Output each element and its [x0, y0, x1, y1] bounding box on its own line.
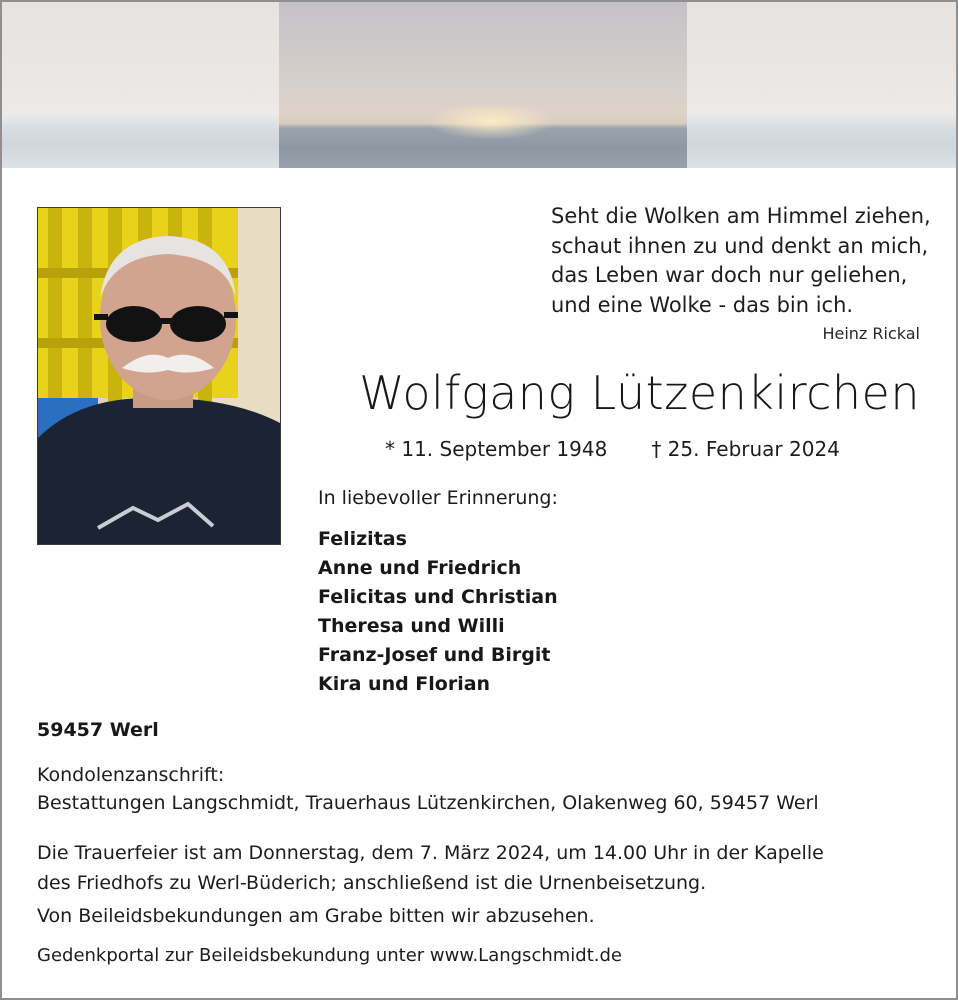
funeral-line: des Friedhofs zu Werl-Büderich; anschließend ist die Urnenbeisetzung.	[37, 872, 707, 894]
funeral-info	[37, 838, 824, 898]
mourner-name: Franz-Josef und Birgit	[318, 644, 551, 666]
mourner-name: Anne und Friedrich	[318, 557, 522, 579]
memorial-portal-link: Gedenkportal zur Beileidsbekundung unter www.Langschmidt.de	[37, 945, 622, 966]
deceased-name: Wolfgang Lützenkirchen	[359, 366, 920, 420]
deceased-portrait-photo	[37, 207, 281, 545]
condolence-label: Kondolenzanschrift:	[37, 764, 225, 786]
life-dates	[385, 437, 840, 461]
sea-sunset-banner	[2, 2, 956, 168]
poem-line: schaut ihnen zu und denkt an mich,	[551, 233, 929, 258]
poem-line: Seht die Wolken am Himmel ziehen,	[551, 204, 931, 228]
mourners-list	[318, 525, 558, 699]
memorial-poem	[551, 202, 941, 320]
city: 59457 Werl	[37, 719, 159, 741]
grave-note: Von Beileidsbekundungen am Grabe bitten wir abzusehen.	[37, 905, 595, 927]
funeral-line: Die Trauerfeier ist am Donnerstag, dem 7. März 2024, um 14.00 Uhr in der Kapelle	[37, 842, 824, 864]
condolence-address-text: Bestattungen Langschmidt, Trauerhaus Lützenkirchen, Olakenweg 60, 59457 Werl	[37, 792, 819, 814]
mourner-name: Felicitas und Christian	[318, 586, 558, 608]
mourner-name: Kira und Florian	[318, 673, 491, 695]
birth-date: * 11. September 1948	[385, 437, 608, 461]
condolence-address	[37, 761, 819, 817]
banner-sunset-highlight	[279, 2, 687, 168]
memory-intro: In liebevoller Erinnerung:	[318, 487, 558, 509]
poem-line: das Leben war doch nur geliehen,	[551, 263, 908, 287]
poem-line: und eine Wolke - das bin ich.	[551, 292, 854, 317]
mourner-name: Theresa und Willi	[318, 615, 505, 637]
death-date: † 25. Februar 2024	[651, 437, 840, 461]
mourner-name: Felizitas	[318, 528, 407, 550]
poem-author: Heinz Rickal	[822, 324, 920, 343]
